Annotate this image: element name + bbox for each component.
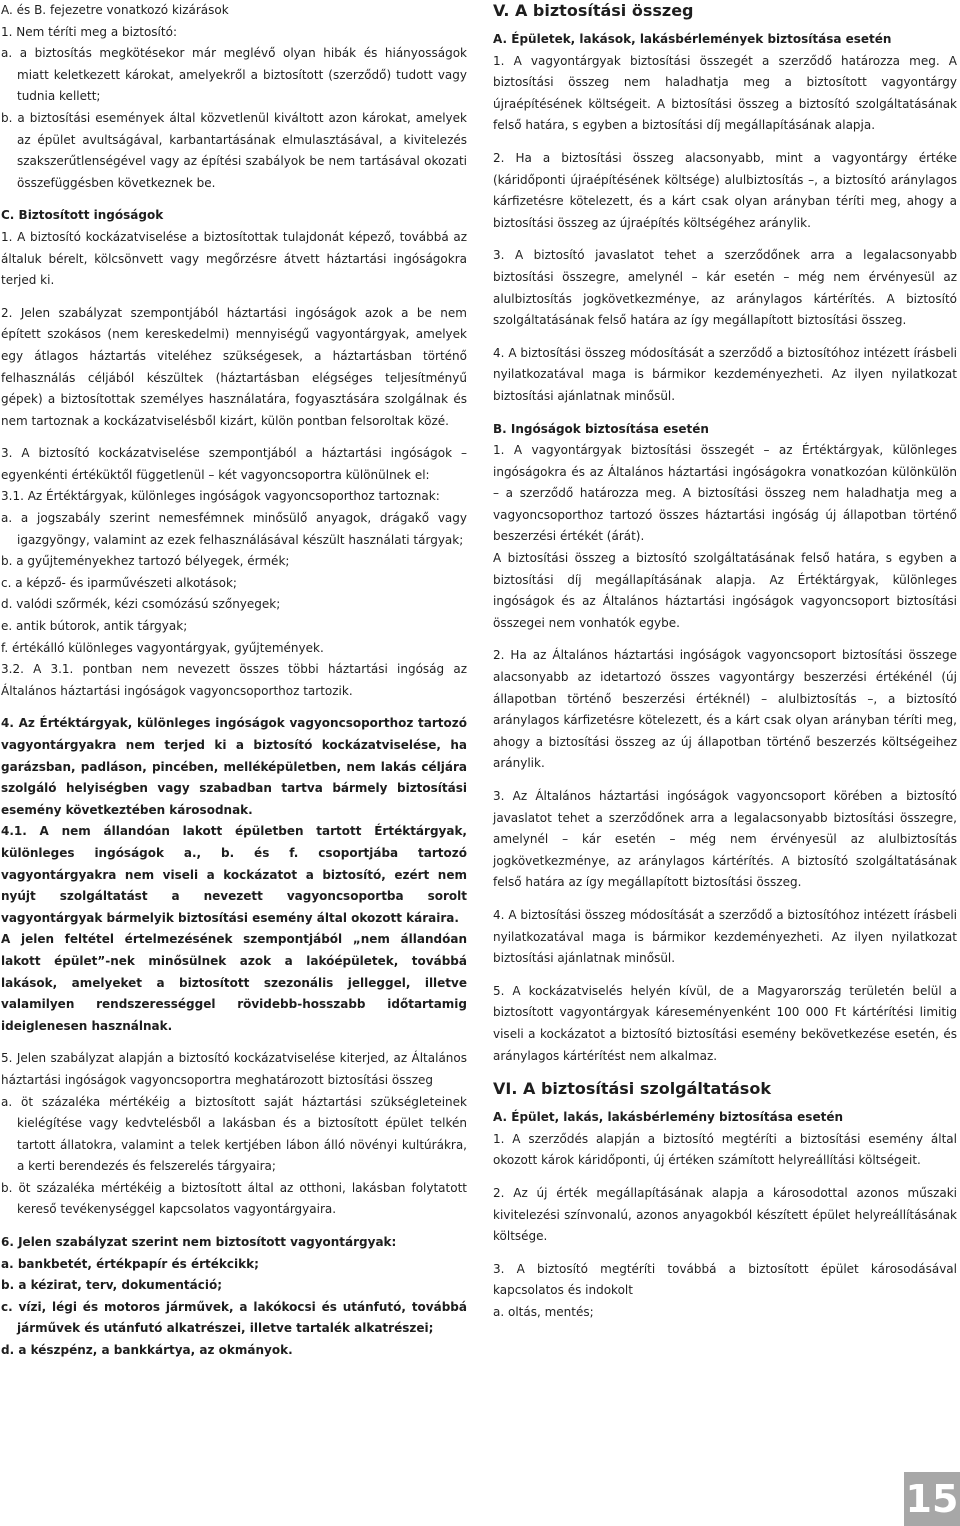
list-item: c. a képző- és iparművészeti alkotások;: [1, 575, 237, 590]
c-paragraph-5: 5. Jelen szabályzat alapján a biztosító kockázatviselése kiterjed, az Általános háztartási ingóságok vagyoncsoportra meghatározott biztosítási összeg: [1, 1051, 467, 1087]
c-paragraph-3: 3. A biztosító kockázatviselése szempontjából a háztartási ingóságok – egyenkénti értéküktől függetlenül – két vagyoncsoportra különülnek el:: [1, 446, 467, 482]
list-item: c. vízi, légi és motoros járművek, a lakókocsi és utánfutó, továbbá járművek és utánfutó alkatrészei, illetve tartalék alkatrészei;: [1, 1299, 467, 1336]
list-item: f. értékálló különleges vagyontárgyak, gyűjtemények.: [1, 640, 324, 655]
v-b-paragraph-5: 5. A kockázatviselés helyén kívül, de a Magyarország területén belül a biztosított vagyontárgyak káreseményenként 100 000 Ft kártérítési limitig viseli a kockázatot a biztosító biztosítási esemény bekövetkezése esetén, és aránylagos kártérítést nem alkalmaz.: [493, 983, 957, 1063]
c-paragraph-4: 4. Az Értéktárgyak, különleges ingóságok vagyoncsoporthoz tartozó vagyontárgyakra nem terjed ki a biztosító kockázatviselése, ha garázsban, padláson, pincében, melléképületben, nem lakás céljára szolgáló helyiségben vagy szabadban tartva bármely biztosítási esemény következtében károsodnak.: [1, 716, 467, 817]
list-item: a. öt százaléka mértékéig a biztosított saját háztartási szükségleteinek kielégítése vagy kedvtelésből a lakásban és a biztosított épület telkén tartott állatokra, valamint a telek kertjében lábon álló növényi kultúrákra, a kerti berendezés és felszerelés tárgyaira;: [1, 1094, 467, 1174]
page-number: 15: [904, 1472, 960, 1526]
c-paragraph-2: 2. Jelen szabályzat szempontjából háztartási ingóságok azok a be nem épített szokásos (nem kereskedelmi) mennyiségű vagyontárgyak, amelyek egy átlagos háztartás viteléhez szükségesek, a háztartásban történő felhasználás céljából készültek (háztartásban elégséges teljesítményű gépek) a biztosítottak személyes használatára, fogyasztására szolgálnak és nem tartoznak a kockázatviselésből kizárt, külön pontban felsoroltak közé.: [1, 305, 467, 428]
section-heading-v: V. A biztosítási összeg: [493, 1, 694, 20]
c-paragraph-3-2: 3.2. A 3.1. pontban nem nevezett összes többi háztartási ingóság az Általános háztartási ingóságok vagyoncsoporthoz tartozik.: [1, 662, 467, 698]
list-item: a. bankbetét, értékpapír és értékcikk;: [1, 1256, 259, 1271]
list-item: a. a jogszabály szerint nemesfémnek minősülő anyagok, drágakő vagy igazgyöngy, valamint az ezek felhasználásával készült használati tárgyak;: [1, 511, 467, 547]
list-item: d. a készpénz, a bankkártya, az okmányok.: [1, 1343, 293, 1358]
v-a-paragraph-2: 2. Ha a biztosítási összeg alacsonyabb, mint a vagyontárgy értéke (káridőponti újraépítésének költsége) alulbiztosítás –, a biztosító aránylagos kárfizetésre kötelezett, és a kárt csak olyan arányban téríti meg, ahogy a biztosítási összeg az újraépítés költségéhez aránylik.: [493, 150, 957, 230]
v-a-paragraph-1: 1. A vagyontárgyak biztosítási összegét a szerződő határozza meg. A biztosítási összeg nem haladhatja meg a biztosított vagyontárgy újraépítésének költségeit. A biztosítási összeg a biztosító szolgáltatásának felső határa, s egyben a biztosítási díj megállapításának alapja.: [493, 53, 957, 133]
vi-a-paragraph-1: 1. A szerződés alapján a biztosító megtéríti a biztosítási esemény által okozott károk káridőponti, új értéken számított helyreállítási költségeit.: [493, 1131, 957, 1168]
v-subheading-b: B. Ingóságok biztosítása esetén: [493, 421, 709, 436]
c-paragraph-4-2: A jelen feltétel értelmezésének szempontjából „nem állandóan lakott épület”-nek minősülnek azok a lakóépületek, továbbá lakások, amelyeket a biztosított szezonális jelleggel, illetve valamilyen rendszerességgel rövidebb-hosszabb időtartamig ideiglenesen használnak.: [1, 932, 467, 1033]
v-b-paragraph-2: 2. Ha az Általános háztartási ingóságok vagyoncsoport biztosítási összege alacsonyabb az idetartozó összes vagyontárgy beszerzési értékénél (új állapotban történő beszerzési értéknél) – alulbiztosítás –, a biztosító aránylagos kárfizetésre kötelezett, és a kárt csak olyan arányban téríti meg, ahogy a biztosítási összeg az új állapotban történő beszerzés költségeihez aránylik.: [493, 648, 957, 771]
v-b-paragraph-1b: A biztosítási összeg a biztosító szolgáltatásának felső határa, s egyben a biztosítási díj megállapításának alapja. Az Értéktárgyak, különleges ingóságok és az Általános háztartási ingóságok vagyoncsoport biztosítási összegei nem vonhatók egybe.: [493, 551, 957, 630]
left-column: [1, 0, 467, 1362]
list-item: d. valódi szőrmék, kézi csomózású szőnyegek;: [1, 597, 281, 612]
v-b-paragraph-3: 3. Az Általános háztartási ingóságok vagyoncsoport körében a biztosító javaslatot tehet a szerződőnek arra a legalacsonyabb biztosítási összegre, amelynél – kár esetén – még nem érvényesül az alulbiztosítás jogkövetkezménye, az aránylagos kártérítés. A biztosító szolgáltatásának felső határa az így megállapított biztosítási összeg.: [493, 789, 957, 890]
right-column: [493, 0, 957, 1323]
list-item: b. a kézirat, terv, dokumentáció;: [1, 1278, 223, 1293]
exclusion-item-1a: a. a biztosítás megkötésekor már meglévő olyan hibák és hiányosságok miatt keletkezett károkat, amelyekről a biztosított (szerződő) tudott vagy tudnia kellett;: [1, 46, 467, 104]
list-item: b. öt százaléka mértékéig a biztosított által az otthoni, lakásban folytatott kereső tevékenységgel kapcsolatos vagyontárgyaira.: [1, 1180, 467, 1217]
vi-subheading-a: A. Épület, lakás, lakásbérlemény biztosítása esetén: [493, 1110, 843, 1125]
c-paragraph-4-1: 4.1. A nem állandóan lakott épületben tartott Értéktárgyak, különleges ingóságok a., b. és f. csoportjába tartozó vagyontárgyakra nem viseli a kockázatot a biztosító, ezért nem nyújt szolgáltatást a nevezett vagyoncsoportba sorolt vagyontárgyak bármelyik biztosítási esemény által okozott káraira.: [1, 824, 467, 925]
c-paragraph-3-1: 3.1. Az Értéktárgyak, különleges ingóságok vagyoncsoporthoz tartoznak:: [1, 489, 440, 504]
vi-a-paragraph-3: 3. A biztosító megtéríti továbbá a biztosított épület károsodásával kapcsolatos és indokolt: [493, 1261, 957, 1298]
exclusion-item-1b: b. a biztosítási események által közvetlenül kiváltott azon károkat, amelyek az épület avultságával, karbantartásának elmulasztásával, a kivitelezés szakszerűtlenségével vagy az építési szabályok be nem tartásával okozati összefüggésben következnek be.: [1, 110, 467, 190]
v-b-paragraph-4: 4. A biztosítási összeg módosítását a szerződő a biztosítóhoz intézett írásbeli nyilatkozatával maga is bármikor kezdeményezheti. Az ilyen nyilatkozat biztosítási ajánlatnak minősül.: [493, 907, 957, 966]
list-item: a. oltás, mentés;: [493, 1304, 594, 1319]
section-heading-vi: VI. A biztosítási szolgáltatások: [493, 1079, 771, 1099]
c-paragraph-6: 6. Jelen szabályzat szerint nem biztosított vagyontárgyak:: [1, 1235, 397, 1250]
list-item: b. a gyűjteményekhez tartozó bélyegek, érmék;: [1, 554, 290, 569]
v-a-paragraph-4: 4. A biztosítási összeg módosítását a szerződő a biztosítóhoz intézett írásbeli nyilatkozatával maga is bármikor kezdeményezheti. Az ilyen nyilatkozat biztosítási ajánlatnak minősül.: [493, 345, 957, 403]
vi-a-paragraph-2: 2. Az új érték megállapításának alapja a károsodottal azonos műszaki kivitelezési színvonalú, azonos anyagokból készített épület helyreállításának költsége.: [493, 1185, 957, 1244]
v-a-paragraph-3: 3. A biztosító javaslatot tehet a szerződőnek arra a legalacsonyabb biztosítási összegre, amelynél – kár esetén – még nem érvényesül az alulbiztosítás jogkövetkezménye, az aránylagos kártérítés. A biztosító szolgáltatásának felső határa az így megállapított biztosítási összeg.: [493, 248, 957, 328]
c-paragraph-1: 1. A biztosító kockázatviselése a biztosítottak tulajdonát képező, továbbá az általuk bérelt, kölcsönvett vagy megőrzésre átvett háztartási ingóságokra terjed ki.: [1, 229, 467, 288]
v-subheading-a: A. Épületek, lakások, lakásbérlemények biztosítása esetén: [493, 32, 892, 46]
v-b-paragraph-1: 1. A vagyontárgyak biztosítási összegét – az Értéktárgyak, különleges ingóságokra és az Általános háztartási ingóságokra vonatkozóan különkülön – a szerződő határozza meg. A biztosítási összeg nem haladhatja meg a vagyoncsoporthoz tartozó összes háztartási ingóság új állapotban történő beszerzési értékét (árát).: [493, 443, 957, 544]
section-heading-c: C. Biztosított ingóságok: [1, 208, 164, 223]
section-heading-a-b-exclusions: A. és B. fejezetre vonatkozó kizárások: [1, 3, 229, 17]
exclusion-item-1: 1. Nem téríti meg a biztosító:: [1, 24, 177, 39]
list-item: e. antik bútorok, antik tárgyak;: [1, 619, 188, 634]
